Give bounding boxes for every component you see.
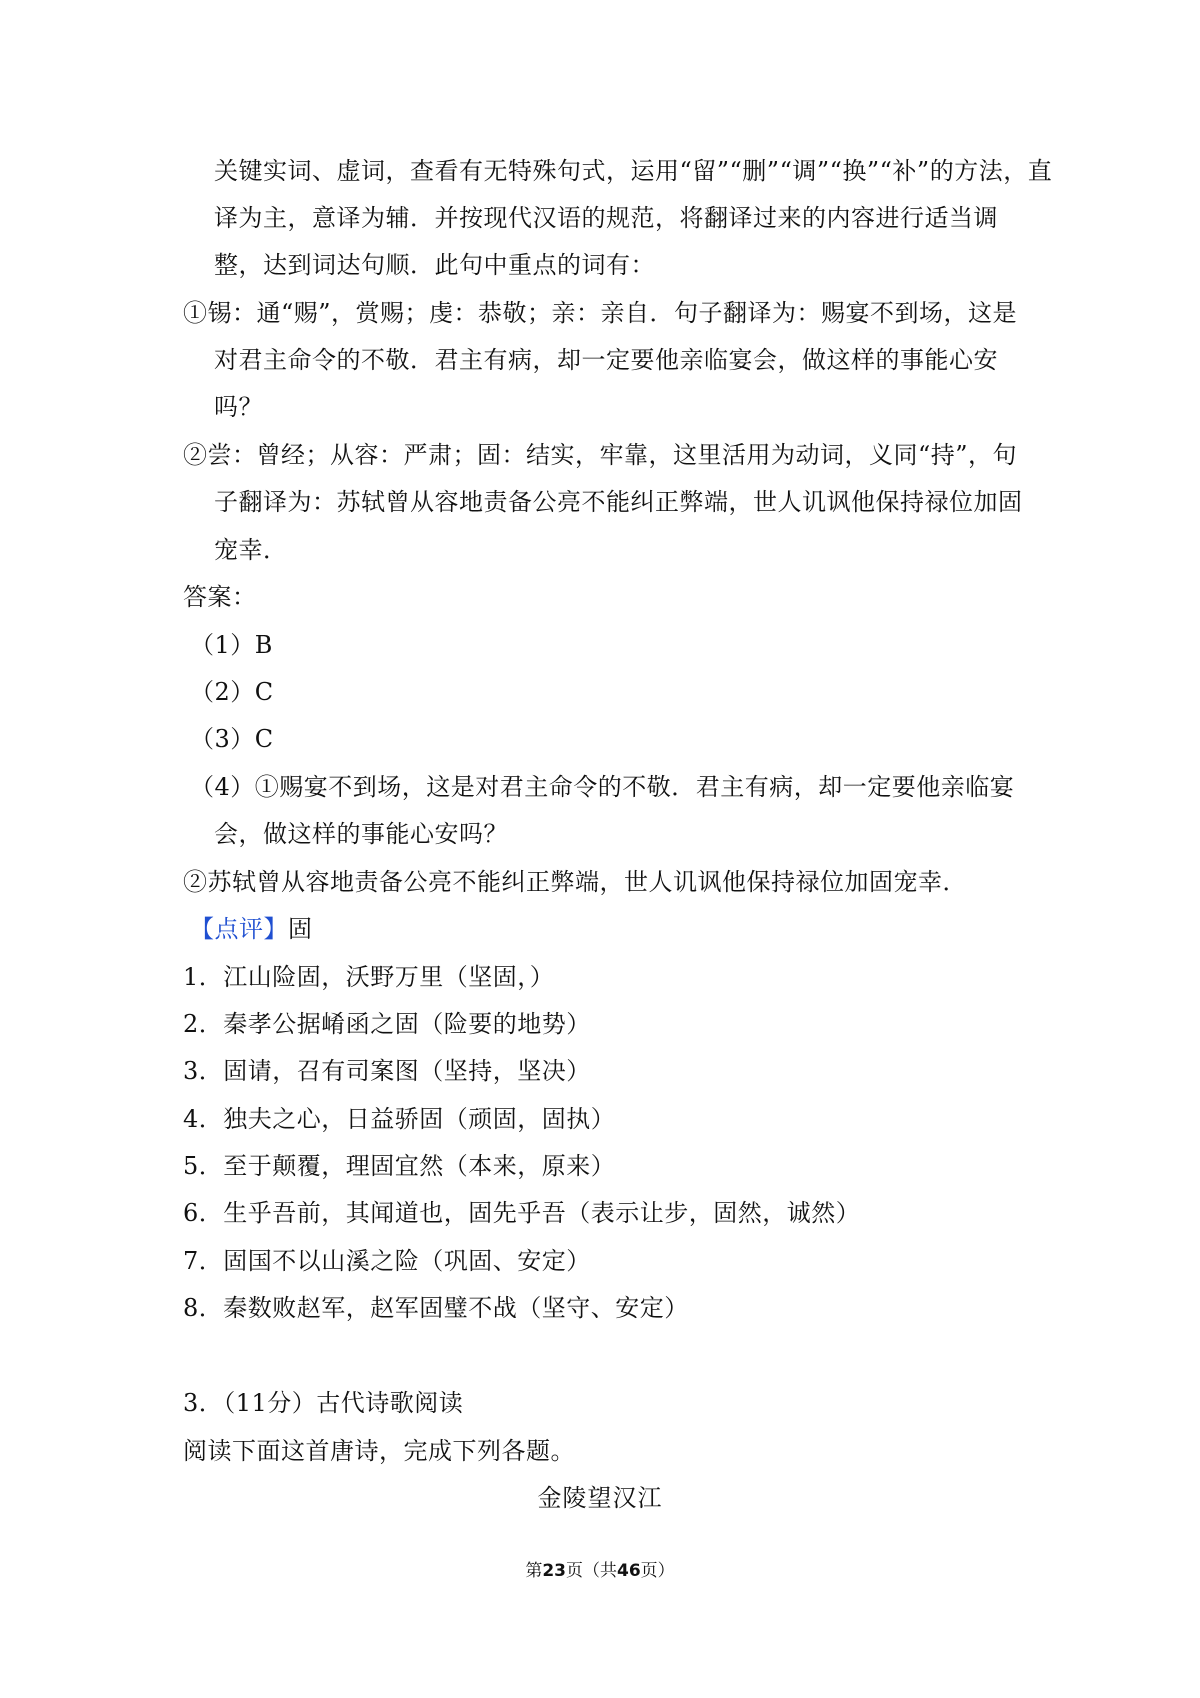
review-tag: 【点评】 xyxy=(190,915,288,943)
answer-heading: 答案： xyxy=(183,583,257,611)
footer-middle: 页（共 xyxy=(566,1561,617,1581)
review-item-1: 1．江山险固，沃野万里（坚固，） xyxy=(183,963,555,991)
explanation-item1-line-3: 吗？ xyxy=(214,393,263,421)
answer-item-4b: ②苏轼曾从容地责备公亮不能纠正弊端，世人讥讽他保持禄位加固宠幸． xyxy=(183,868,967,896)
explanation-line-2: 译为主，意译为辅．并按现代汉语的规范，将翻译过来的内容进行适当调 xyxy=(214,204,998,232)
review-item-6: 6．生乎吾前，其闻道也，固先乎吾（表示让步，固然，诚然） xyxy=(183,1199,861,1227)
answer-item-1: （1）B xyxy=(190,631,273,659)
footer-prefix: 第 xyxy=(525,1561,543,1581)
question3-heading: 3．（11分）古代诗歌阅读 xyxy=(183,1389,464,1417)
explanation-line-1: 关键实词、虚词，查看有无特殊句式，运用“留”“删”“调”“换”“补”的方法，直 xyxy=(214,157,1053,185)
explanation-item2-line-1: ②尝：曾经；从容：严肃；固：结实，牢靠，这里活用为动词，义同“持”，句 xyxy=(183,441,1018,469)
footer-total-pages: 46 xyxy=(617,1561,641,1581)
review-item-2: 2．秦孝公据崤函之固（险要的地势） xyxy=(183,1010,591,1038)
explanation-item1-line-1: ①锡：通“赐”，赏赐；虔：恭敬；亲：亲自．句子翻译为：赐宴不到场，这是 xyxy=(183,299,1018,327)
review-item-5: 5．至于颠覆，理固宜然（本来，原来） xyxy=(183,1152,616,1180)
explanation-item2-line-3: 宠幸． xyxy=(214,536,288,564)
review-item-8: 8．秦数败赵军，赵军固璧不战（坚守、安定） xyxy=(183,1294,689,1322)
answer-item-4-line-1: （4）①赐宴不到场，这是对君主命令的不敬．君主有病，却一定要他亲临宴 xyxy=(190,773,1015,801)
answer-item-2: （2）C xyxy=(190,678,274,706)
review-word: 固 xyxy=(288,915,313,943)
review-item-4: 4．独夫之心，日益骄固（顽固，固执） xyxy=(183,1105,616,1133)
explanation-line-3: 整，达到词达句顺．此句中重点的词有： xyxy=(214,251,655,279)
review-item-7: 7．固国不以山溪之险（巩固、安定） xyxy=(183,1247,591,1275)
page-footer xyxy=(0,1560,1200,1582)
footer-page-number: 23 xyxy=(542,1561,566,1581)
explanation-item2-line-2: 子翻译为：苏轼曾从容地责备公亮不能纠正弊端，世人讥讽他保持禄位加固 xyxy=(214,488,1023,516)
answer-item-4-line-2: 会，做这样的事能心安吗？ xyxy=(214,820,508,848)
question3-instruction: 阅读下面这首唐诗，完成下列各题。 xyxy=(183,1437,575,1465)
answer-item-3: （3）C xyxy=(190,725,274,753)
footer-suffix: 页） xyxy=(640,1561,675,1581)
review-item-3: 3．固请，召有司案图（坚持，坚决） xyxy=(183,1057,591,1085)
explanation-item1-line-2: 对君主命令的不敬．君主有病，却一定要他亲临宴会，做这样的事能心安 xyxy=(214,346,998,374)
review-heading xyxy=(190,914,313,944)
poem-title: 金陵望汉江 xyxy=(537,1484,663,1512)
